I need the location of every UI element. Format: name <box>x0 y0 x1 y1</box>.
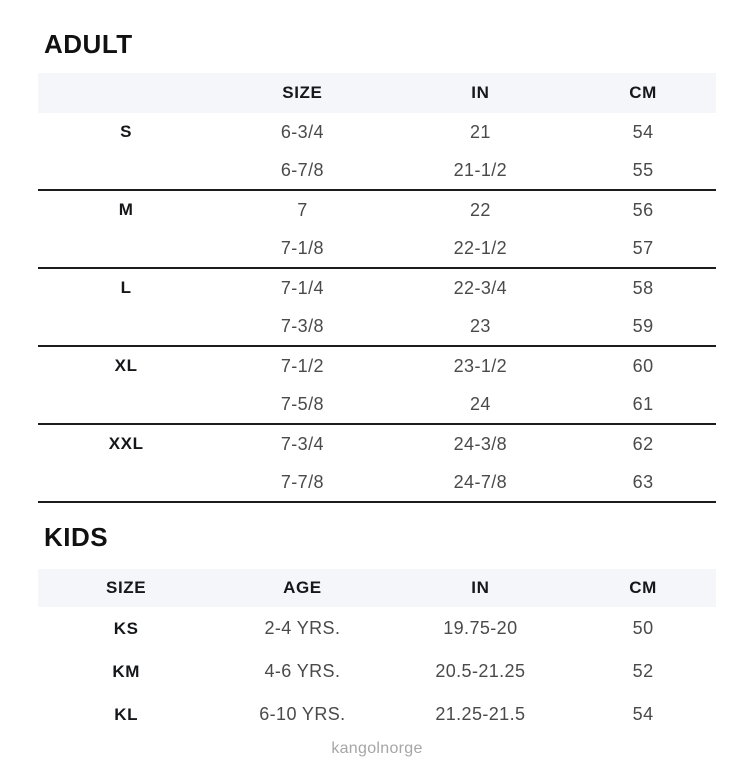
brand-footer-label: kangolnorge <box>331 740 423 757</box>
adult-section-heading: ADULT <box>44 29 133 59</box>
table-row <box>38 650 716 693</box>
size-chart-page <box>0 29 754 758</box>
age-cell: 6-10 YRS. <box>259 704 346 724</box>
group-label-cell: S <box>120 122 133 141</box>
age-cell: 4-6 YRS. <box>264 661 341 681</box>
table-row <box>38 269 716 307</box>
cm-cell: 63 <box>632 471 654 492</box>
in-cell: 23-1/2 <box>453 355 508 376</box>
table-row <box>38 113 716 151</box>
in-cell: 21-1/2 <box>453 159 508 180</box>
cm-cell: 58 <box>632 277 654 298</box>
in-cell: 23 <box>469 315 491 336</box>
cm-cell: 54 <box>632 704 654 724</box>
size-cell: 7-3/8 <box>280 315 324 336</box>
age-cell: 2-4 YRS. <box>264 618 341 638</box>
in-cell: 24 <box>469 393 491 414</box>
table-row <box>38 307 716 345</box>
size-cell: 7 <box>297 199 308 220</box>
table-row <box>38 191 716 229</box>
cm-cell: 62 <box>632 433 654 454</box>
size-cell: 7-7/8 <box>280 471 324 492</box>
column-header-in: IN <box>471 578 490 597</box>
size-cell: 7-1/2 <box>280 355 324 376</box>
size-cell: KM <box>112 661 140 681</box>
cm-cell: 54 <box>632 121 654 142</box>
column-header-in: IN <box>471 83 490 102</box>
kids-size-table <box>38 569 716 736</box>
column-header-age: AGE <box>283 578 322 597</box>
cm-cell: 55 <box>632 159 654 180</box>
size-group-l <box>38 269 716 347</box>
size-cell: 7-1/8 <box>280 237 324 258</box>
group-label-cell: M <box>118 200 134 219</box>
in-cell: 22-1/2 <box>453 237 508 258</box>
size-cell: 6-3/4 <box>280 121 324 142</box>
cm-cell: 60 <box>632 355 654 376</box>
table-row <box>38 607 716 650</box>
table-row <box>38 463 716 501</box>
size-cell: 7-3/4 <box>280 433 324 454</box>
in-cell: 19.75-20 <box>443 618 518 638</box>
table-row <box>38 425 716 463</box>
in-cell: 20.5-21.25 <box>435 661 526 681</box>
group-label-cell: XL <box>114 356 138 375</box>
in-cell: 21 <box>469 121 491 142</box>
column-header-cm: CM <box>629 578 657 597</box>
in-cell: 21.25-21.5 <box>435 704 526 724</box>
adult-size-table <box>38 73 716 503</box>
kids-table-header-row <box>38 569 716 607</box>
table-row <box>38 693 716 736</box>
size-group-s <box>38 113 716 191</box>
size-cell: 7-1/4 <box>280 277 324 298</box>
cm-cell: 52 <box>632 661 654 681</box>
adult-table-header-row <box>38 73 716 113</box>
size-cell: KS <box>113 618 139 638</box>
column-header-cm: CM <box>629 83 657 102</box>
cm-cell: 50 <box>632 618 654 638</box>
group-label-cell: XXL <box>108 434 144 453</box>
table-row <box>38 151 716 189</box>
size-cell: KL <box>114 704 139 724</box>
cm-cell: 57 <box>632 237 654 258</box>
in-cell: 24-3/8 <box>453 433 508 454</box>
size-group-m <box>38 191 716 269</box>
size-group-xl <box>38 347 716 425</box>
cm-cell: 59 <box>632 315 654 336</box>
size-cell: 7-5/8 <box>280 393 324 414</box>
kids-section-heading: KIDS <box>44 522 109 552</box>
table-row <box>38 385 716 423</box>
in-cell: 24-7/8 <box>453 471 508 492</box>
table-row <box>38 229 716 267</box>
group-label-cell: L <box>120 278 132 297</box>
in-cell: 22-3/4 <box>453 277 508 298</box>
column-header-size: SIZE <box>282 83 323 102</box>
column-header-size: SIZE <box>106 578 147 597</box>
cm-cell: 56 <box>632 199 654 220</box>
size-cell: 6-7/8 <box>280 159 324 180</box>
in-cell: 22 <box>469 199 491 220</box>
cm-cell: 61 <box>632 393 654 414</box>
table-row <box>38 347 716 385</box>
size-group-xxl <box>38 425 716 503</box>
